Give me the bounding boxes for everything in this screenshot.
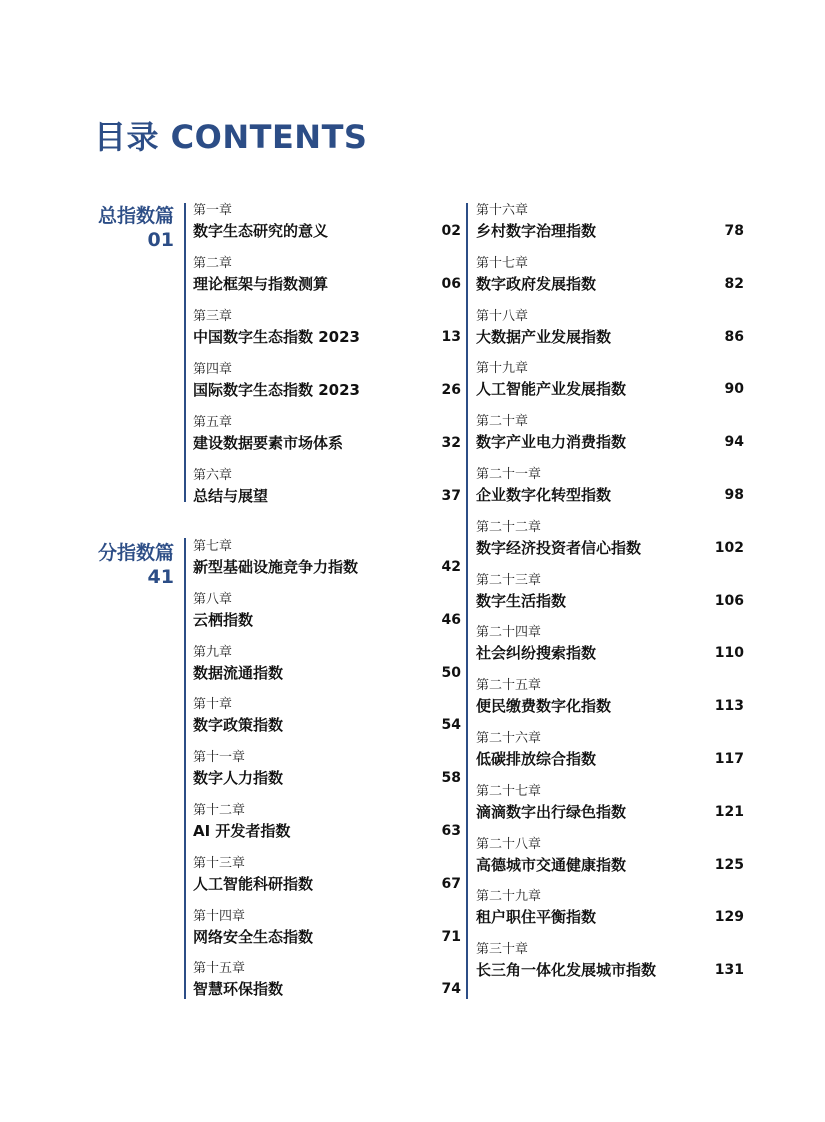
toc-entry[interactable] xyxy=(476,731,744,771)
page-number: 54 xyxy=(441,717,461,734)
page-number: 67 xyxy=(441,875,461,892)
chapter-title: 数字政府发展指数 xyxy=(476,274,597,293)
toc-entry[interactable] xyxy=(193,803,461,843)
chapter-title: 云栖指数 xyxy=(193,610,254,629)
divider-line-right xyxy=(466,203,468,999)
toc-entry[interactable] xyxy=(476,625,744,665)
page-number: 113 xyxy=(714,698,744,715)
chapter-number: 第二十一章 xyxy=(476,467,542,482)
divider-line-upper xyxy=(184,203,186,502)
section-page: 01 xyxy=(147,229,174,251)
page-number: 02 xyxy=(441,223,461,239)
chapter-number: 第五章 xyxy=(193,415,233,430)
page-number: 32 xyxy=(441,435,461,451)
toc-entry[interactable] xyxy=(476,467,744,507)
toc-entry[interactable] xyxy=(193,909,461,949)
page-number: 117 xyxy=(714,751,744,767)
chapter-number: 第十章 xyxy=(193,697,233,713)
chapter-title: 理论框架与指数测算 xyxy=(193,275,329,293)
toc-entry[interactable] xyxy=(476,784,744,824)
chapter-title: 乡村数字治理指数 xyxy=(476,222,597,240)
page-number: 26 xyxy=(441,382,461,398)
toc-entry[interactable] xyxy=(476,573,744,613)
chapter-title: 企业数字化转型指数 xyxy=(476,486,612,504)
section-label-total xyxy=(98,204,174,252)
page-number: 78 xyxy=(724,223,744,239)
chapter-title: 建设数据要素市场体系 xyxy=(193,434,344,452)
chapter-number: 第十二章 xyxy=(193,803,246,818)
chapter-title: 总结与展望 xyxy=(193,487,269,505)
toc-entry[interactable] xyxy=(476,309,744,349)
chapter-number: 第十七章 xyxy=(476,255,529,271)
toc-entry[interactable] xyxy=(193,203,461,243)
toc-entry[interactable] xyxy=(476,256,744,296)
chapter-title: 数字人力指数 xyxy=(193,769,284,788)
chapter-number: 第二十六章 xyxy=(476,731,542,746)
toc-entry[interactable] xyxy=(193,856,461,896)
toc-entry[interactable] xyxy=(476,414,744,454)
toc-entry[interactable] xyxy=(476,678,744,718)
chapter-title: AI 开发者指数 xyxy=(193,822,291,840)
page-number: 74 xyxy=(441,981,461,998)
toc-entry[interactable] xyxy=(476,889,744,929)
page-number: 102 xyxy=(714,539,744,556)
chapter-title: 数字产业电力消费指数 xyxy=(476,433,627,452)
chapter-number: 第十八章 xyxy=(476,308,529,324)
page-number: 131 xyxy=(714,962,744,979)
divider-line-lower xyxy=(184,538,186,999)
page-number: 46 xyxy=(441,611,461,628)
chapter-number: 第三十章 xyxy=(476,942,529,958)
chapter-title: 低碳排放综合指数 xyxy=(476,750,597,768)
chapter-title: 网络安全生态指数 xyxy=(193,927,314,946)
page-number: 121 xyxy=(714,803,744,820)
toc-entry[interactable] xyxy=(476,203,744,243)
chapter-number: 第六章 xyxy=(193,468,233,483)
toc-entry[interactable] xyxy=(193,697,461,737)
page-number: 106 xyxy=(714,592,744,609)
section-page: 41 xyxy=(147,566,174,588)
chapter-title: 国际数字生态指数 2023 xyxy=(193,381,360,399)
chapter-title: 社会纠纷搜索指数 xyxy=(476,644,597,663)
chapter-number: 第十一章 xyxy=(193,750,246,766)
chapter-number: 第二十二章 xyxy=(476,519,542,535)
chapter-number: 第十三章 xyxy=(193,855,246,871)
chapter-number: 第二十五章 xyxy=(476,678,542,694)
page-number: 50 xyxy=(441,664,461,681)
toc-entry[interactable] xyxy=(193,256,461,296)
toc-list-general xyxy=(193,203,461,503)
chapter-number: 第八章 xyxy=(193,591,233,607)
chapter-title: 数字生活指数 xyxy=(476,591,567,610)
toc-entry[interactable] xyxy=(193,645,461,685)
page-title: 目录 CONTENTS xyxy=(94,118,368,156)
page-number: 94 xyxy=(724,434,744,451)
chapter-title: 人工智能科研指数 xyxy=(193,874,314,893)
chapter-number: 第九章 xyxy=(193,644,233,660)
toc-entry[interactable] xyxy=(476,361,744,401)
section-name: 分指数篇 xyxy=(97,542,174,564)
chapter-title: 滴滴数字出行绿色指数 xyxy=(476,802,627,821)
chapter-number: 第十九章 xyxy=(476,361,529,377)
chapter-title: 数字政策指数 xyxy=(193,716,284,735)
chapter-title: 智慧环保指数 xyxy=(193,980,284,999)
chapter-number: 第二十三章 xyxy=(476,572,542,588)
toc-entry[interactable] xyxy=(476,942,744,982)
page-number: 86 xyxy=(724,328,744,345)
toc-entry[interactable] xyxy=(193,415,461,455)
toc-list-sub-lower xyxy=(476,203,744,999)
chapter-title: 人工智能产业发展指数 xyxy=(476,380,627,399)
page-number: 63 xyxy=(441,823,461,839)
toc-entry[interactable] xyxy=(193,750,461,790)
chapter-title: 新型基础设施竞争力指数 xyxy=(193,558,359,576)
chapter-number: 第十五章 xyxy=(193,961,246,977)
chapter-number: 第二十九章 xyxy=(476,889,542,905)
chapter-number: 第二十八章 xyxy=(476,836,542,852)
toc-entry[interactable] xyxy=(193,592,461,632)
page-number: 71 xyxy=(441,928,461,945)
chapter-number: 第七章 xyxy=(193,539,233,554)
page-number: 13 xyxy=(441,329,461,345)
chapter-number: 第十六章 xyxy=(476,203,529,218)
page-number: 58 xyxy=(441,770,461,787)
chapter-title: 高德城市交通健康指数 xyxy=(476,855,627,874)
chapter-number: 第一章 xyxy=(193,203,233,218)
page-number: 90 xyxy=(724,381,744,398)
chapter-title: 长三角一体化发展城市指数 xyxy=(476,961,657,980)
toc-entry[interactable] xyxy=(193,362,461,402)
page-number: 82 xyxy=(724,275,744,292)
chapter-title: 数据流通指数 xyxy=(193,663,284,682)
page-number: 110 xyxy=(714,645,744,662)
chapter-number: 第二十四章 xyxy=(476,625,542,641)
toc-entry[interactable] xyxy=(193,309,461,349)
toc-entry[interactable] xyxy=(193,539,461,579)
chapter-number: 第十四章 xyxy=(193,908,246,924)
chapter-number: 第四章 xyxy=(193,362,233,377)
chapter-title: 数字生态研究的意义 xyxy=(193,222,329,240)
chapter-title: 中国数字生态指数 2023 xyxy=(193,328,360,346)
page-number: 06 xyxy=(441,276,461,292)
chapter-title: 便民缴费数字化指数 xyxy=(476,697,612,716)
toc-entry[interactable] xyxy=(193,468,461,508)
toc-entry[interactable] xyxy=(476,520,744,560)
chapter-number: 第三章 xyxy=(193,309,233,324)
chapter-number: 第二十七章 xyxy=(476,783,542,799)
chapter-title: 大数据产业发展指数 xyxy=(476,327,612,346)
page-number: 98 xyxy=(724,487,744,503)
chapter-number: 第二章 xyxy=(193,256,233,271)
page-number: 129 xyxy=(714,909,744,926)
toc-entry[interactable] xyxy=(193,961,461,1001)
toc-entry[interactable] xyxy=(476,837,744,877)
section-label-sub xyxy=(98,541,174,589)
page-number: 125 xyxy=(714,856,744,873)
chapter-number: 第二十章 xyxy=(476,414,529,430)
page-number: 42 xyxy=(441,559,461,575)
page-number: 37 xyxy=(441,488,461,504)
chapter-title: 租户职住平衡指数 xyxy=(476,908,597,927)
section-name: 总指数篇 xyxy=(97,205,174,227)
toc-list-sub-upper xyxy=(193,539,461,999)
chapter-title: 数字经济投资者信心指数 xyxy=(476,538,642,557)
